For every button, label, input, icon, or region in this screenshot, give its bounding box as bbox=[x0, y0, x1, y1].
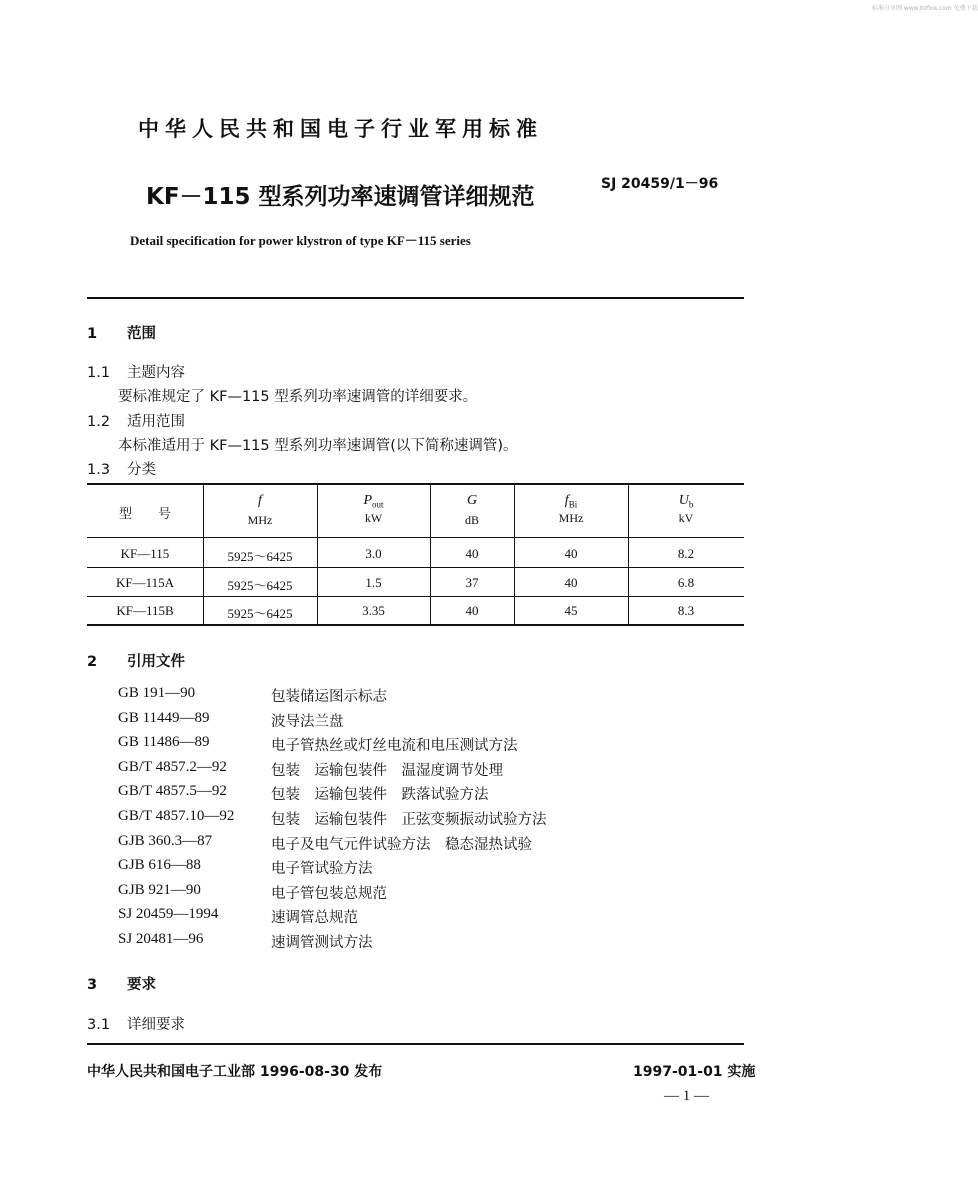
table-row-gain: 40 bbox=[465, 546, 479, 561]
standard-title: 中华人民共和国电子行业军用标准 bbox=[138, 117, 543, 141]
table-row-output-power: 3.0 bbox=[365, 546, 382, 561]
table-row-rule bbox=[87, 567, 744, 568]
section-3-heading: 3 要求 bbox=[87, 977, 156, 993]
table-top-rule bbox=[87, 483, 744, 485]
header-bandwidth: $f_{Bi}$ MHz bbox=[558, 493, 584, 525]
effective-date: 1997-01-01 实施 bbox=[633, 1064, 756, 1080]
table-row-gain: 37 bbox=[465, 575, 479, 590]
table-row-frequency: 5925～6425 bbox=[227, 578, 293, 593]
section-3-1-heading: 3.1 详细要求 bbox=[87, 1017, 185, 1033]
table-row-bandwidth: 45 bbox=[564, 603, 578, 618]
header-model: 型 号 bbox=[118, 507, 171, 522]
table-row-beam-voltage: 8.3 bbox=[677, 603, 695, 618]
document-title-english: Detail specification for power klystron of type KF－115 series bbox=[130, 233, 471, 248]
table-row-output-power: 1.5 bbox=[365, 575, 382, 590]
header-gain: G dB bbox=[464, 493, 479, 527]
table-row-rule bbox=[87, 596, 744, 597]
section-1-2-heading: 1.2 适用范围 bbox=[87, 414, 185, 430]
issuer-line: 中华人民共和国电子工业部 1996-08-30 发布 bbox=[87, 1064, 383, 1080]
table-row-model: KF—115A bbox=[115, 575, 175, 590]
table-row-beam-voltage: 6.8 bbox=[677, 575, 695, 590]
document-title: KF－115 型系列功率速调管详细规范 bbox=[146, 184, 535, 210]
page-number: — 1 — bbox=[664, 1088, 709, 1104]
section-1-heading: 1 范围 bbox=[87, 326, 156, 342]
table-row-bandwidth: 40 bbox=[564, 546, 578, 561]
watermark: 标准分享网 www.bzfxw.com 免费下载 bbox=[872, 5, 978, 12]
table-row-frequency: 5925～6425 bbox=[227, 606, 293, 621]
footer-rule bbox=[87, 1043, 744, 1045]
header-beam-voltage: $U_b$ kV bbox=[678, 493, 694, 525]
header-frequency: f MHz bbox=[247, 493, 273, 527]
classification-table bbox=[87, 483, 744, 626]
table-row-bandwidth: 40 bbox=[564, 575, 578, 590]
document-code: SJ 20459/1－96 bbox=[601, 176, 719, 192]
table-bottom-rule bbox=[87, 624, 744, 626]
section-1-3-heading: 1.3 分类 bbox=[87, 462, 156, 478]
table-row-output-power: 3.35 bbox=[362, 603, 385, 618]
table-row-gain: 40 bbox=[465, 603, 479, 618]
table-row-frequency: 5925～6425 bbox=[227, 549, 293, 564]
section-2-heading: 2 引用文件 bbox=[87, 654, 185, 670]
section-1-2-text: 本标准适用于 KF—115 型系列功率速调管(以下简称速调管)。 bbox=[118, 438, 518, 454]
header-rule bbox=[87, 297, 744, 299]
header-output-power: $P_{out}$ kW bbox=[363, 493, 384, 525]
section-1-1-heading: 1.1 主题内容 bbox=[87, 365, 185, 381]
section-1-1-text: 要标准规定了 KF—115 型系列功率速调管的详细要求。 bbox=[118, 389, 478, 405]
table-row-model: KF—115B bbox=[116, 603, 174, 618]
table-row-model: KF—115 bbox=[120, 546, 170, 561]
table-row-beam-voltage: 8.2 bbox=[677, 546, 695, 561]
table-header-rule bbox=[87, 537, 744, 538]
